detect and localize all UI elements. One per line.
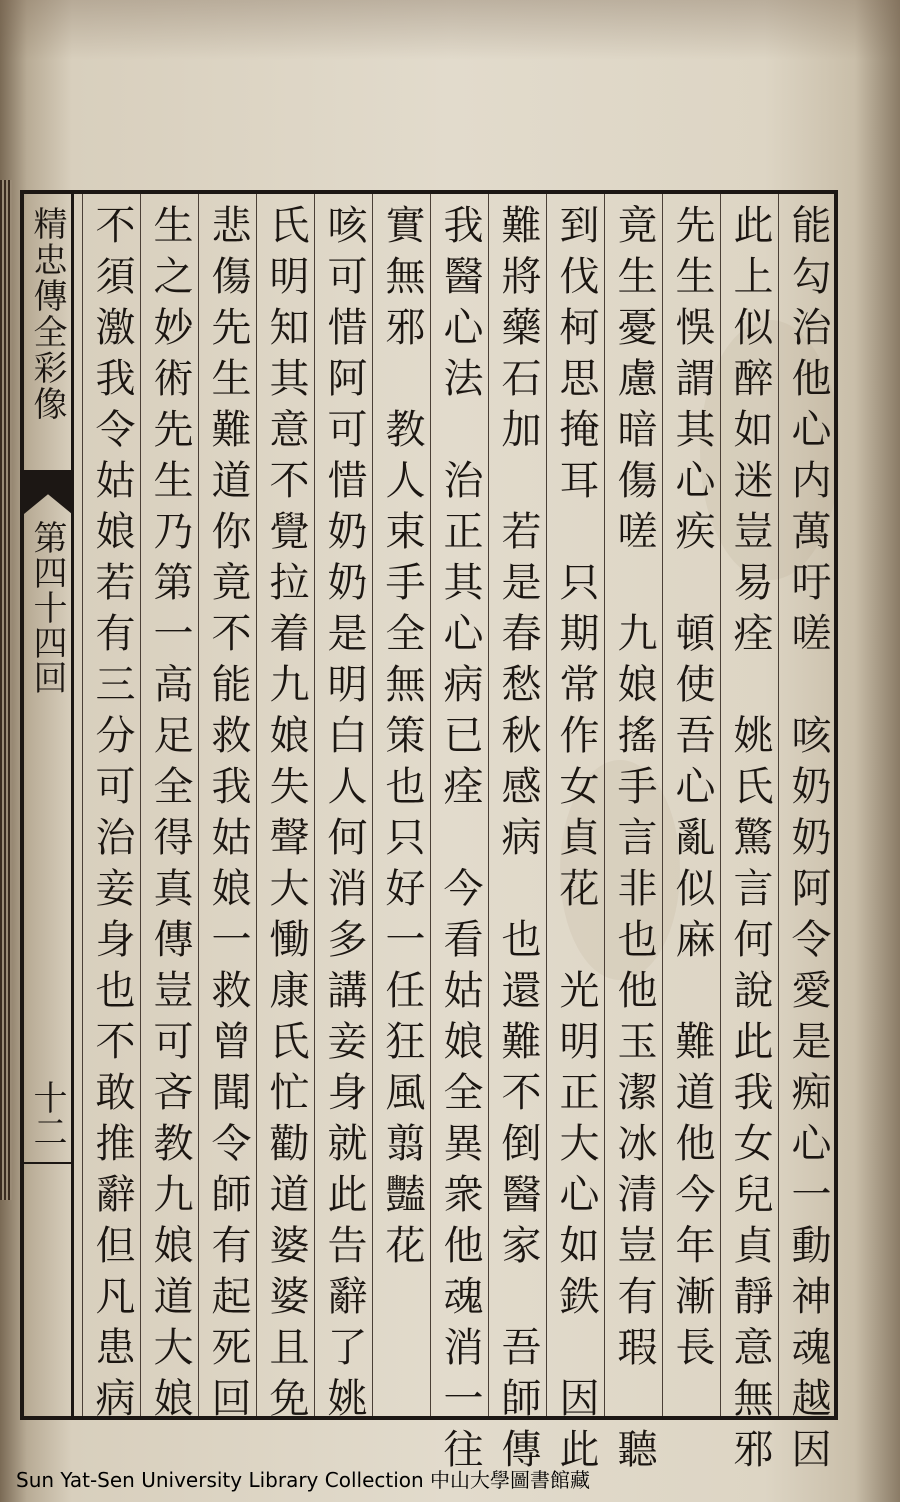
text-column xyxy=(256,194,314,1428)
stacked-page-edges xyxy=(0,180,12,1200)
column-text: 難將藥石加 若是春愁秋感病 也還難不倒醫家 吾師傳 xyxy=(495,204,541,1479)
column-text: 實無邪 教人束手全無策也只好一任狂風翦豔花 xyxy=(379,204,425,1275)
text-column xyxy=(140,194,198,1428)
column-text: 悲傷先生難道你竟不能救我姑娘一救曾聞令師有起死回 xyxy=(205,204,251,1428)
column-text: 生之妙術先生乃第一高足全得真傳豈可吝教九娘道大娘 xyxy=(147,204,193,1428)
column-text: 竟生憂慮暗傷嗟 九娘搖手言非也他玉潔冰清豈有瑕 聽 xyxy=(611,204,657,1479)
text-column xyxy=(198,194,256,1428)
banxin-divider xyxy=(24,1162,72,1164)
library-caption: Sun Yat-Sen University Library Collection 中山大學圖書館藏 xyxy=(16,1468,591,1492)
text-column xyxy=(430,194,488,1479)
banxin-title: 精忠傳全彩像 xyxy=(27,206,67,422)
column-text: 咳可惜阿可惜奶奶是明白人何消多講妾身就此告辭了姚 xyxy=(321,204,367,1428)
text-column xyxy=(82,194,140,1428)
text-column xyxy=(314,194,372,1428)
page-number: 十二 xyxy=(27,1080,67,1148)
column-text: 氏明知其意不覺拉着九娘失聲大慟康氏忙勸道婆婆且免 xyxy=(263,204,309,1428)
text-column xyxy=(778,194,836,1479)
column-text: 到伐柯思掩耳 只期常作女貞花 光明正大心如鉄 因此 xyxy=(553,204,599,1479)
text-column xyxy=(488,194,546,1479)
text-column xyxy=(604,194,662,1479)
column-text: 先生悞謂其心疾 頓使吾心亂似麻 難道他今年漸長 xyxy=(669,204,715,1377)
chapter-label: 第四十四回 xyxy=(27,520,67,695)
column-text: 我醫心法 治正其心病已痊 今看姑娘全異衆他魂消一往 xyxy=(437,204,483,1479)
column-text: 此上似醉如迷豈易痊 姚氏驚言何說此我女兒貞靜意無邪 xyxy=(727,204,773,1479)
text-column xyxy=(662,194,720,1416)
text-column xyxy=(372,194,430,1416)
text-column xyxy=(546,194,604,1479)
column-text: 不須激我令姑娘若有三分可治妾身也不敢推辭但凡患病 xyxy=(89,204,135,1428)
column-text: 能勾治他心内萬吁嗟 咳奶奶阿令愛是痴心一動神魂越因 xyxy=(785,204,831,1479)
page-top-shade xyxy=(0,0,900,60)
text-column xyxy=(720,194,778,1479)
